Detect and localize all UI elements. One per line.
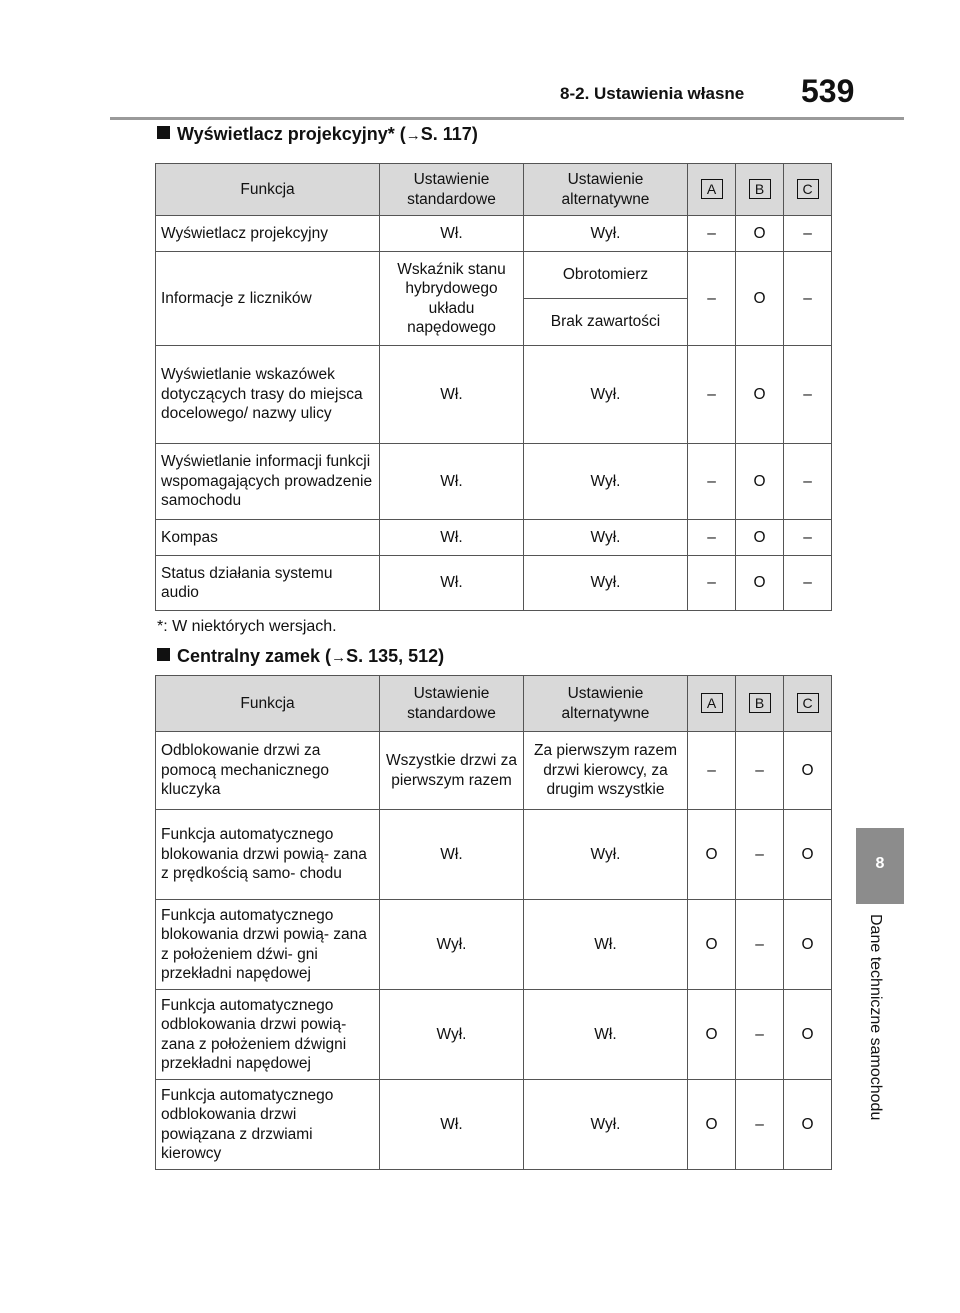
table-row: Informacje z liczników Wskaźnik stanu hybrydowego układu napędowego Obrotomierz – O – xyxy=(156,252,832,299)
column-header-b: B xyxy=(736,676,784,732)
header-divider xyxy=(110,117,904,120)
section-title-hud: Wyświetlacz projekcyjny* (→S. 117) xyxy=(157,124,478,145)
table-row: Funkcja automatycznego blokowania drzwi powią- zana z prędkością samo- chodu Wł. Wył. O – O xyxy=(156,810,832,900)
column-header-alternative: Ustawienie alternatywne xyxy=(524,164,688,216)
column-header-function: Funkcja xyxy=(156,676,380,732)
table-row: Wyświetlanie wskazówek dotyczących trasy do miejsca docelowego/ nazwy ulicy Wł. Wył. – O – xyxy=(156,346,832,444)
footnote: *: W niektórych wersjach. xyxy=(157,618,337,635)
table-row: Funkcja automatycznego odblokowania drzwi powiązana z drzwiami kierowcy Wł. Wył. O – O xyxy=(156,1080,832,1170)
column-header-a: A xyxy=(688,676,736,732)
table-row: Wyświetlacz projekcyjny Wł. Wył. – O – xyxy=(156,216,832,252)
column-header-a: A xyxy=(688,164,736,216)
settings-table-central-lock xyxy=(155,675,832,1170)
chapter-label: Dane techniczne samochodu xyxy=(867,914,884,1121)
page-header-title: 8-2. Ustawienia własne xyxy=(560,84,745,103)
table-header-row xyxy=(156,164,832,216)
table-row: Kompas Wł. Wył. – O – xyxy=(156,520,832,556)
reference-arrow-icon: → xyxy=(405,127,421,144)
settings-table-hud xyxy=(155,163,832,611)
reference-arrow-icon: → xyxy=(331,649,347,666)
column-header-c: C xyxy=(784,164,832,216)
table-row-sub: Brak zawartości xyxy=(156,299,832,346)
square-bullet-icon xyxy=(157,126,170,139)
table-header-row xyxy=(156,676,832,732)
section-title-central-lock: Centralny zamek (→S. 135, 512) xyxy=(157,646,444,667)
column-header-default: Ustawienie standardowe xyxy=(380,164,524,216)
column-header-default: Ustawienie standardowe xyxy=(380,676,524,732)
column-header-function: Funkcja xyxy=(156,164,380,216)
chapter-number: 8 xyxy=(875,855,885,872)
column-header-alternative: Ustawienie alternatywne xyxy=(524,676,688,732)
square-bullet-icon xyxy=(157,648,170,661)
table-row: Funkcja automatycznego blokowania drzwi powią- zana z położeniem dźwi- gni przekładni napędowej Wył. Wł. O – O xyxy=(156,900,832,990)
section-ref: S. 117) xyxy=(420,124,478,144)
chapter-tab xyxy=(856,828,904,904)
table-row: Wyświetlanie informacji funkcji wspomagających prowadzenie samochodu Wł. Wył. – O – xyxy=(156,444,832,520)
table-row: Odblokowanie drzwi za pomocą mechanicznego kluczyka Wszystkie drzwi za pierwszym razem Za pierwszym razem drzwi kierowcy, za drugim wszystkie – – O xyxy=(156,732,832,810)
column-header-c: C xyxy=(784,676,832,732)
page-number: 539 xyxy=(801,73,855,109)
table-row: Status działania systemu audio Wł. Wył. – O – xyxy=(156,556,832,611)
section-ref: S. 135, 512) xyxy=(346,646,445,666)
table-row: Funkcja automatycznego odblokowania drzwi powią- zana z położeniem dźwigni przekładni napędowej Wył. Wł. O – O xyxy=(156,990,832,1080)
column-header-b: B xyxy=(736,164,784,216)
